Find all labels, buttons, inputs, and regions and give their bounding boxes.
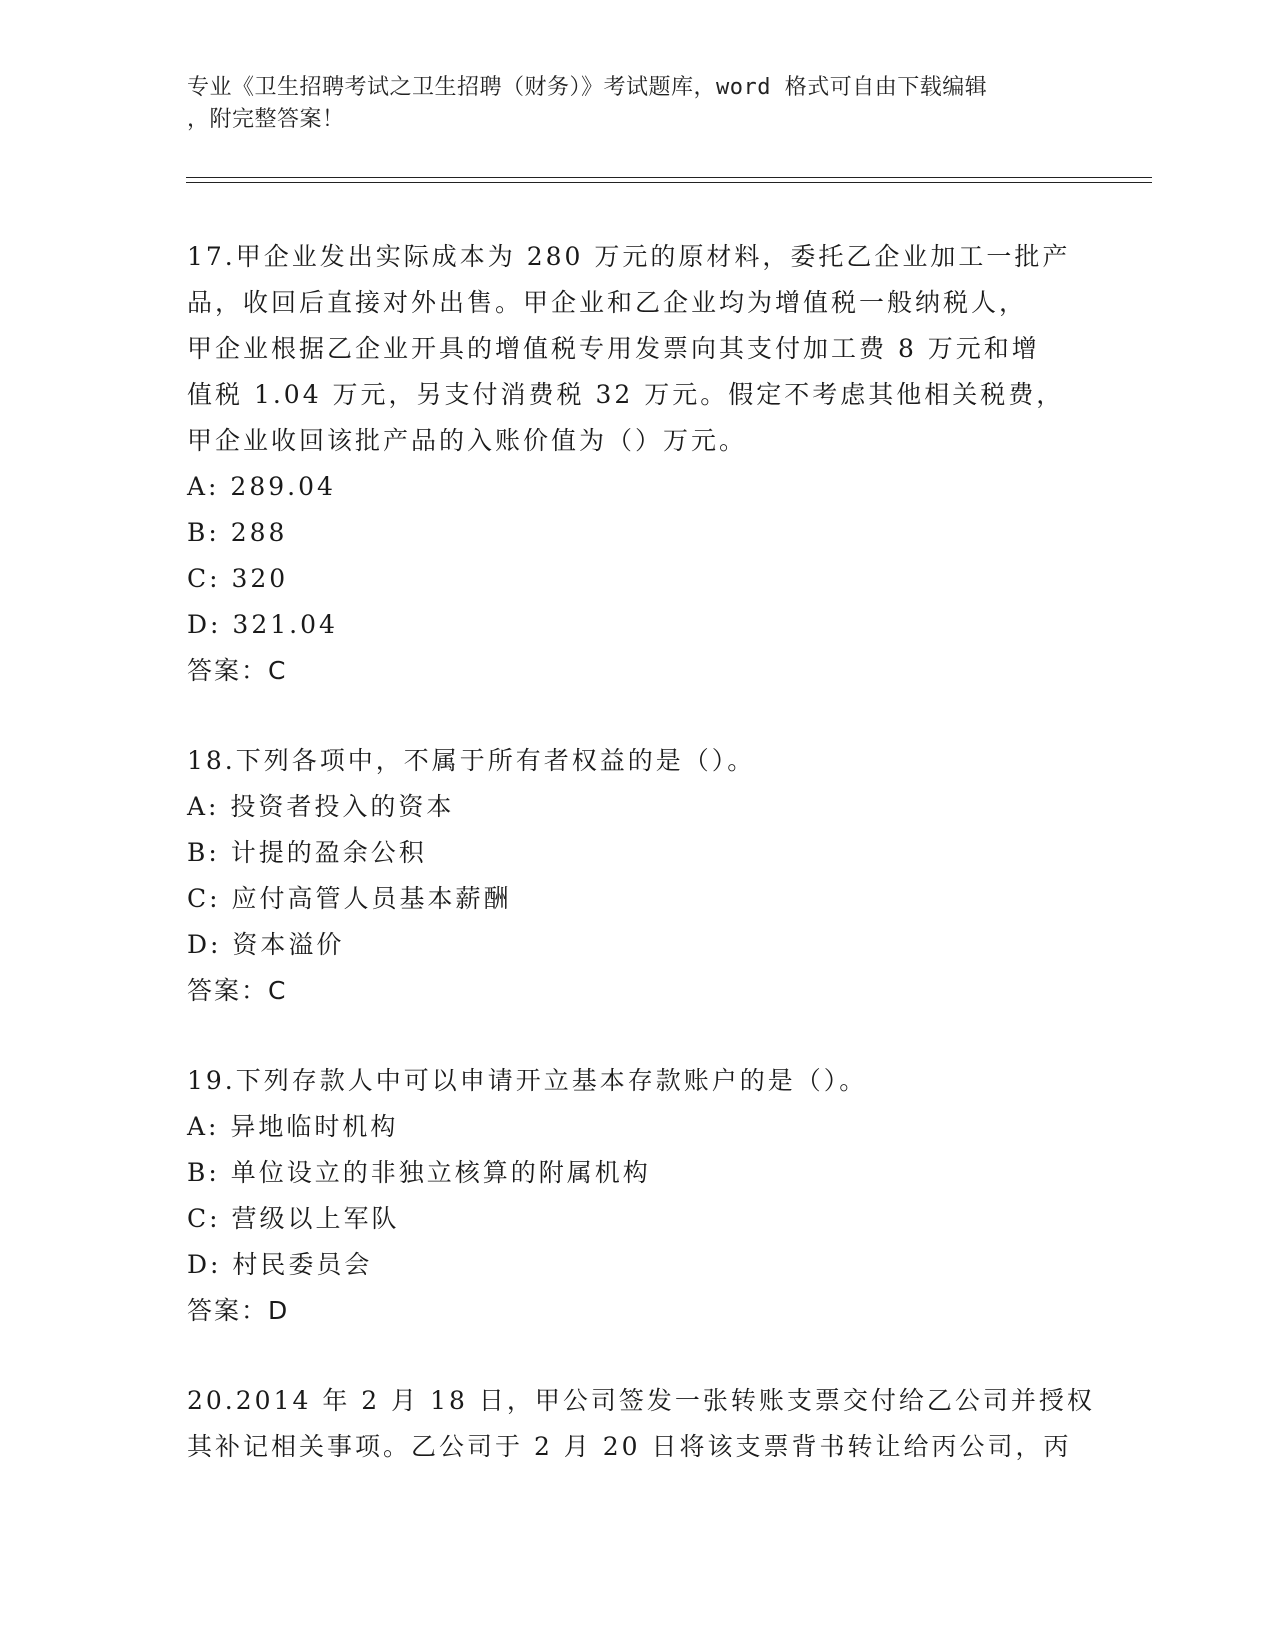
header-divider-bottom bbox=[186, 182, 1152, 183]
question-18 bbox=[187, 738, 1087, 1014]
answer-label: 答案：C bbox=[187, 656, 288, 685]
option-b: B: 288 bbox=[187, 518, 288, 547]
question-17 bbox=[187, 234, 1087, 694]
header-line-1: 专业《卫生招聘考试之卫生招聘（财务）》考试题库，word 格式可自由下载编辑 bbox=[187, 75, 988, 100]
header-divider-top bbox=[186, 177, 1152, 178]
option-d: D: 321.04 bbox=[187, 610, 338, 639]
option-c: C: 营级以上军队 bbox=[187, 1204, 400, 1233]
question-text-line: 18.下列各项中，不属于所有者权益的是（）。 bbox=[187, 746, 756, 775]
question-list bbox=[187, 234, 1095, 1470]
question-text bbox=[187, 234, 1087, 464]
option-b: B: 计提的盈余公积 bbox=[187, 838, 427, 867]
option-d: D: 资本溢价 bbox=[187, 930, 345, 959]
document-header bbox=[187, 72, 1087, 136]
option-a: A: 投资者投入的资本 bbox=[187, 792, 455, 821]
header-line-2: ，附完整答案！ bbox=[187, 107, 345, 132]
option-a: A: 289.04 bbox=[187, 472, 336, 501]
option-c: C: 应付高管人员基本薪酬 bbox=[187, 884, 512, 913]
question-text bbox=[187, 738, 1087, 784]
question-text-line: 其补记相关事项。乙公司于 2 月 20 日将该支票背书转让给丙公司，丙 bbox=[187, 1432, 1072, 1461]
option-a: A: 异地临时机构 bbox=[187, 1112, 399, 1141]
question-19 bbox=[187, 1058, 1087, 1334]
question-spacer bbox=[187, 694, 1087, 738]
option-d: D: 村民委员会 bbox=[187, 1250, 373, 1279]
question-text-line: 值税 1.04 万元，另支付消费税 32 万元。假定不考虑其他相关税费， bbox=[187, 380, 1065, 409]
option-b: B: 单位设立的非独立核算的附属机构 bbox=[187, 1158, 651, 1187]
question-text bbox=[187, 1378, 1095, 1470]
answer-label: 答案：D bbox=[187, 1296, 290, 1325]
option-c: C: 320 bbox=[187, 564, 289, 593]
question-text-line: 19.下列存款人中可以申请开立基本存款账户的是（）。 bbox=[187, 1066, 868, 1095]
question-text-line: 甲企业收回该批产品的入账价值为（）万元。 bbox=[187, 426, 748, 455]
question-text bbox=[187, 1058, 1087, 1104]
answer-label: 答案：C bbox=[187, 976, 288, 1005]
question-text-line: 甲企业根据乙企业开具的增值税专用发票向其支付加工费 8 万元和增 bbox=[187, 334, 1040, 363]
question-text-line: 品，收回后直接对外出售。甲企业和乙企业均为增值税一般纳税人， bbox=[187, 288, 1028, 317]
question-text-line: 17.甲企业发出实际成本为 280 万元的原材料，委托乙企业加工一批产 bbox=[187, 242, 1071, 271]
question-20 bbox=[187, 1378, 1095, 1470]
question-text-line: 20.2014 年 2 月 18 日，甲公司签发一张转账支票交付给乙公司并授权 bbox=[187, 1386, 1095, 1415]
question-spacer bbox=[187, 1334, 1087, 1378]
question-spacer bbox=[187, 1014, 1087, 1058]
